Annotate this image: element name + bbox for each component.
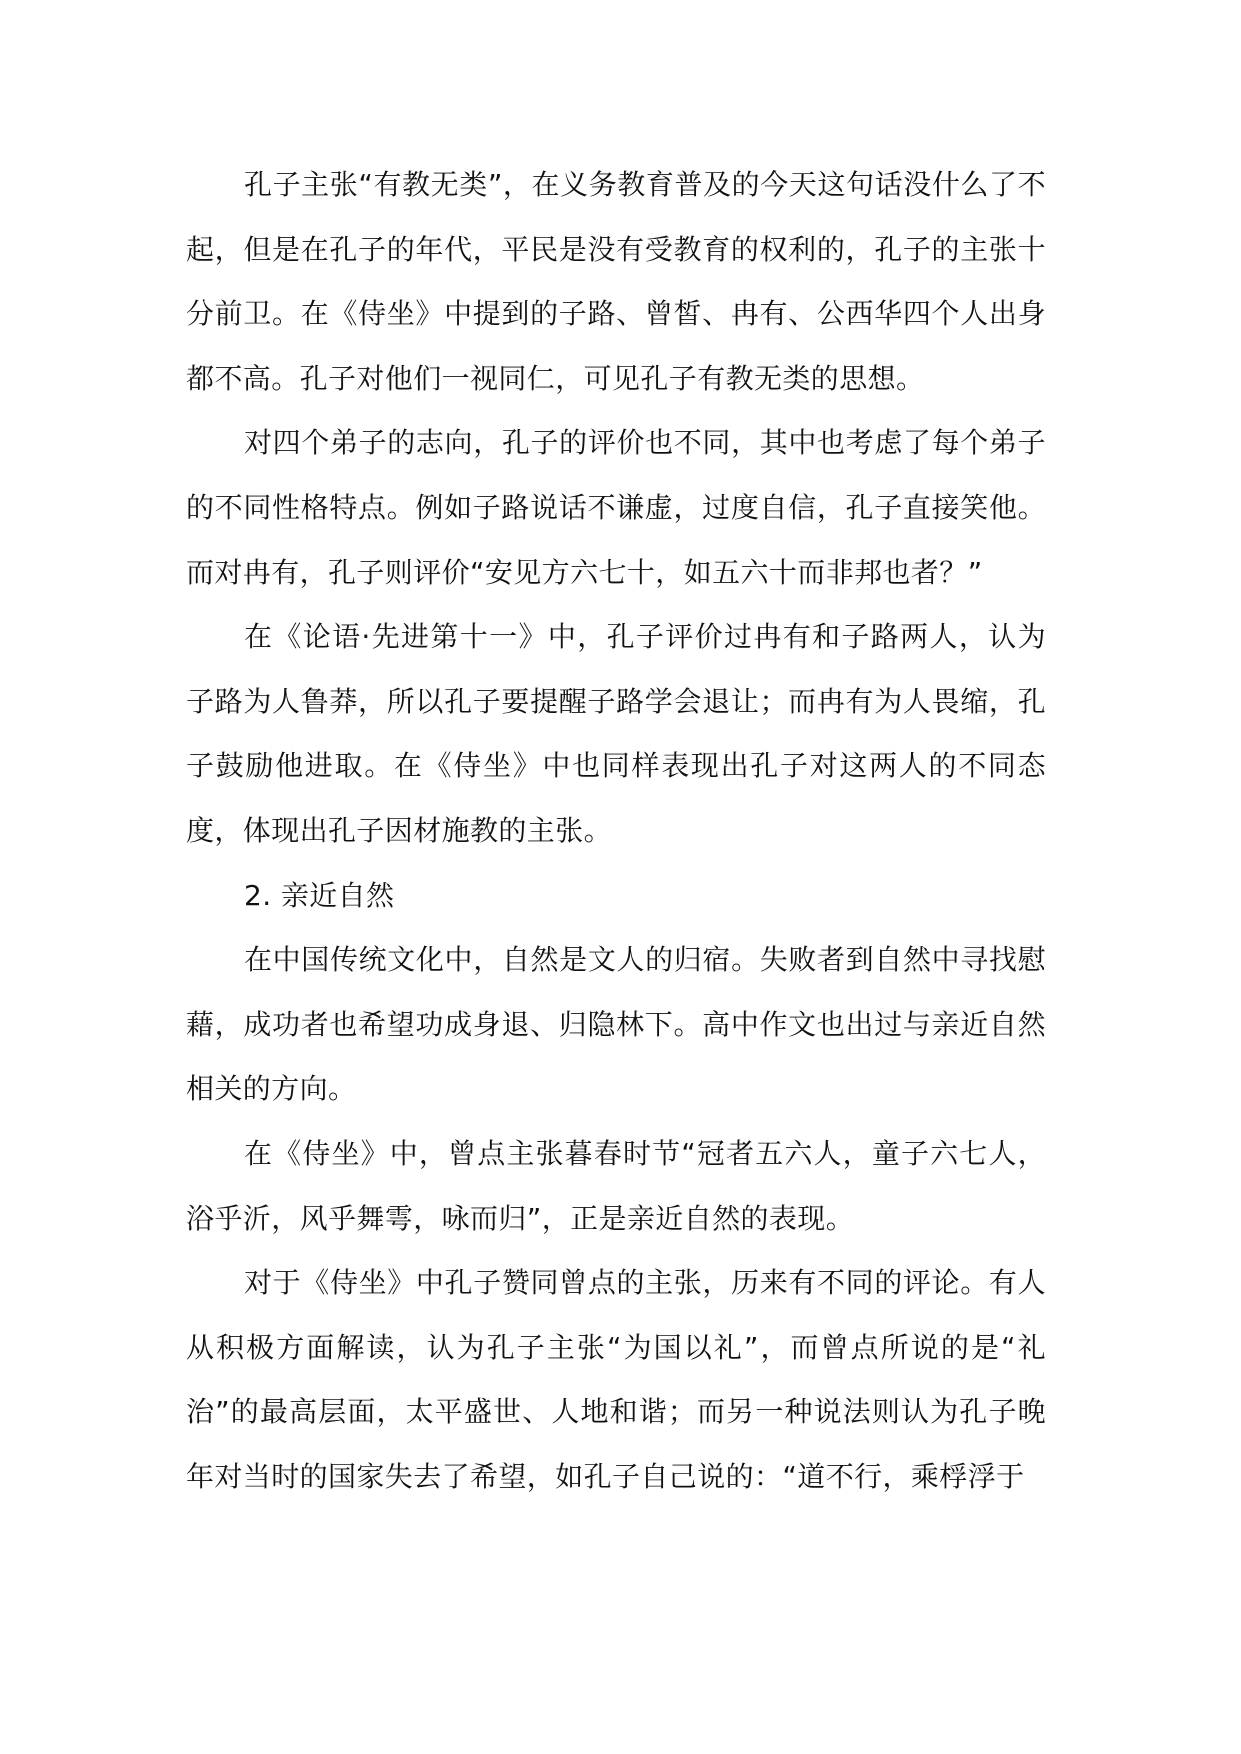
paragraph-zengdian-spring: 在《侍坐》中，曾点主张暮春时节“冠者五六人，童子六七人，浴乎沂，风乎舞雩，咏而归”，正是亲近自然的表现。 xyxy=(186,1136,1046,1235)
paragraph-nature-culture: 在中国传统文化中，自然是文人的归宿。失败者到自然中寻找慰藉，成功者也希望功成身退、归隐林下。高中作文也出过与亲近自然相关的方向。 xyxy=(186,943,1046,1106)
paragraph-interpretations: 对于《侍坐》中孔子赞同曾点的主张，历来有不同的评论。有人从积极方面解读，认为孔子主张“为国以礼”，而曾点所说的是“礼治”的最高层面，太平盛世、人地和谐；而另一种说法则认为孔子晚年对当时的国家失去了希望，如孔子自己说的：“道不行，乘桴浮于 xyxy=(186,1266,1046,1493)
document-body xyxy=(186,153,1046,1509)
section-heading-nature: 2. 亲近自然 xyxy=(244,878,395,912)
paragraph-teaching-by-aptitude: 在《论语·先进第十一》中，孔子评价过冉有和子路两人，认为子路为人鲁莽，所以孔子要提醒子路学会退让；而冉有为人畏缩，孔子鼓励他进取。在《侍坐》中也同样表现出孔子对这两人的不同态度，体现出孔子因材施教的主张。 xyxy=(186,620,1046,847)
paragraph-education-for-all: 孔子主张“有教无类”，在义务教育普及的今天这句话没什么了不起，但是在孔子的年代，平民是没有受教育的权利的，孔子的主张十分前卫。在《侍坐》中提到的子路、曾皙、冉有、公西华四个人出身都不高。孔子对他们一视同仁，可见孔子有教无类的思想。 xyxy=(186,168,1046,395)
paragraph-disciples-ambitions: 对四个弟子的志向，孔子的评价也不同，其中也考虑了每个弟子的不同性格特点。例如子路说话不谦虚，过度自信，孔子直接笑他。而对冉有，孔子则评价“安见方六七十，如五六十而非邦也者？” xyxy=(186,426,1046,589)
